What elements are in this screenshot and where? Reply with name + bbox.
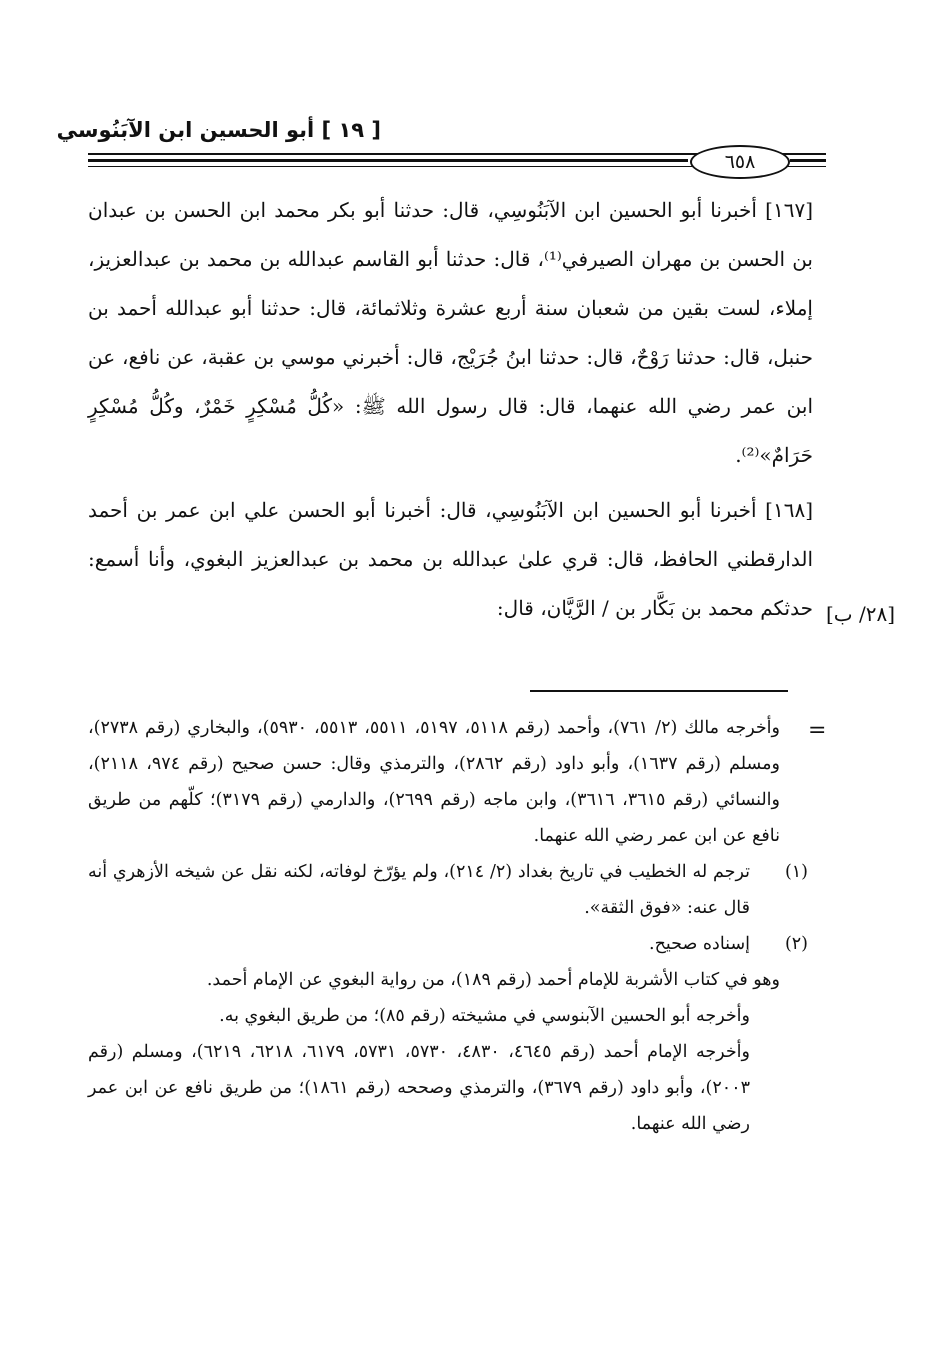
footnote-paragraph: وأخرجه الإمام أحمد (رقم ٤٦٤٥، ٤٨٣٠، ٥٧٣٠، ٥٧٣١، ٦١٧٩، ٦٢١٨، ٦٢١٩)، ومسلم (رقم ٢٠٠٣)، وأبو داود (رقم ٣٦٧٩)، والترمذي وصححه (رقم ١٨٦١)؛ من طريق نافع عن ابن عمر رضي الله عنهما.: [88, 1042, 750, 1134]
footnote-text: إسناده صحيح.: [649, 934, 750, 954]
header-rule: [88, 159, 688, 162]
page-number: ٦٥٨: [690, 145, 790, 179]
footnote-paragraph: وأخرجه أبو الحسين الآبنوسي في مشيخته (رقم ٨٥)؛ من طريق البغوي به.: [219, 1006, 750, 1026]
hadith-paragraph: [١٦٨] أخبرنا أبو الحسين ابن الآبَنُوسِي، قال: أخبرنا أبو الحسن علي ابن عمر بن أحمد الدارقطني الحافظ، قال: قري علىٰ عبدالله بن محمد بن عبدالعزيز البغوي، وأنا أسمع: حدثكم محمد بن بَكَّار بن / الرَّيَّان، قال:: [88, 498, 813, 620]
footnote-text: ترجم له الخطيب في تاريخ بغداد (٢/ ٢١٤)، ولم يؤرّخ لوفاته، لكنه نقل عن شيخه الأزهري أنه قال عنه: «فوق الثقة».: [88, 862, 750, 918]
footnote-paragraph: وهو في كتاب الأشربة للإمام أحمد (رقم ١٨٩)، من رواية البغوي عن الإمام أحمد.: [206, 970, 780, 990]
footnotes: [88, 710, 808, 1142]
hadith-paragraph: [١٦٧] أخبرنا أبو الحسين ابن الآبَنُوسِي، قال: حدثنا أبو بكر محمد ابن الحسن بن عبدان بن الحسن بن مهران الصيرفي⁽¹⁾، قال: حدثنا أبو القاسم عبدالله بن محمد بن عبدالعزيز، إملاء، لست بقين من شعبان سنة أربع عشرة وثلاثمائة، قال: حدثنا أبو عبدالله أحمد بن حنبل، قال: حدثنا رَوْحٌ، قال: حدثنا ابنُ جُرَيْج، قال: أخبرني موسي بن عقبة، عن نافع، عن ابن عمر رضي الله عنهما، قال: قال رسول الله ﷺ: «كُلُّ مُسْكِرٍ خَمْرٌ، وكُلُّ مُسْكِرٍ حَرَامٌ»⁽²⁾.: [88, 198, 813, 467]
footnote-continuation-marker: =: [808, 718, 827, 743]
header-rule: [790, 159, 826, 162]
footnote-marker: (٢): [784, 934, 808, 954]
footnote: [88, 854, 808, 926]
footnote-continuation: وأخرجه مالك (٢/ ٧٦١)، وأحمد (رقم ٥١١٨، ٥١٩٧، ٥٥١١، ٥٥١٣، ٥٩٣٠)، والبخاري (رقم ٢٧٣٨)، ومسلم (رقم ١٦٣٧)، وأبو داود (رقم ٢٨٦٢)، والترمذي وقال: حسن صحيح (رقم ٩٧٤، ٢١١٨)، والنسائي (رقم ٣٦١٥، ٣٦١٦)، وابن ماجه (رقم ٢٦٩٩)، والدارمي (رقم ٣١٧٩)؛ كلّهم من طريق نافع عن ابن عمر رضي الله عنهما.: [88, 718, 780, 846]
footnote: [88, 926, 808, 962]
running-header: [ ١٩ ] أبو الحسين ابن الآبَنُوسي: [56, 118, 381, 142]
main-text: [88, 186, 813, 633]
footnote-marker: (١): [784, 862, 808, 882]
footnote-separator: [530, 690, 788, 692]
manuscript-folio-note: [٢٨/ ب]: [826, 602, 896, 626]
